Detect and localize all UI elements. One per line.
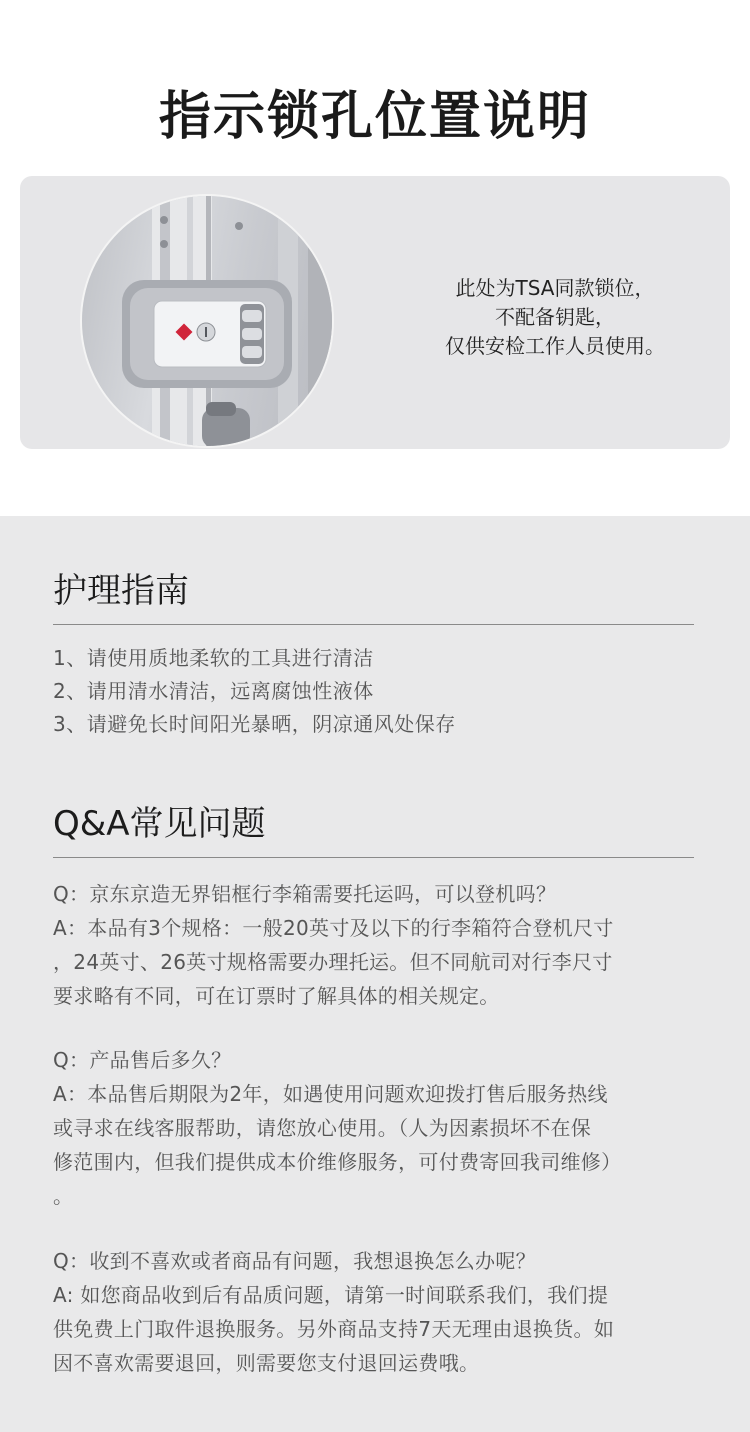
tsa-lock-description: [400, 274, 710, 361]
lock-desc-line: 此处为TSA同款锁位，: [455, 276, 655, 300]
lock-desc-line: 不配备钥匙，: [495, 305, 615, 329]
qa-answer-line: 修范围内，但我们提供成本价维修服务，可付费寄回我司维修）: [53, 1150, 622, 1174]
qa-item: [53, 1043, 703, 1213]
qa-question: Q：产品售后多久？: [53, 1048, 232, 1072]
qa-item: [53, 1244, 703, 1380]
qa-answer-line: A：本品有3个规格：一般20英寸及以下的行李箱符合登机尺寸: [53, 916, 614, 940]
qa-answer-line: 或寻求在线客服帮助，请您放心使用。（人为因素损坏不在保: [53, 1116, 592, 1140]
qa-divider: [53, 857, 694, 858]
qa-question: Q：收到不喜欢或者商品有问题，我想退换怎么办呢？: [53, 1249, 536, 1273]
qa-question: Q：京东京造无界铝框行李箱需要托运吗，可以登机吗？: [53, 882, 557, 906]
care-guide-title: 护理指南: [53, 571, 189, 611]
lock-info-card: [20, 176, 730, 449]
qa-answer-line: 供免费上门取件退换服务。另外商品支持7天无理由退换货。如: [53, 1317, 615, 1341]
qa-answer-line: 要求略有不同，可在订票时了解具体的相关规定。: [53, 984, 500, 1008]
care-item: 2、请用清水清洁，远离腐蚀性液体: [53, 679, 374, 703]
info-section: [0, 516, 750, 1432]
qa-item: [53, 877, 703, 1013]
qa-title: Q&A常见问题: [53, 804, 266, 844]
tsa-lock-image: [82, 196, 332, 446]
qa-answer-line: A: 如您商品收到后有品质问题，请第一时间联系我们，我们提: [53, 1283, 609, 1307]
qa-answer-line: A：本品售后期限为2年，如遇使用问题欢迎拨打售后服务热线: [53, 1082, 608, 1106]
tsa-lock-illustration: [82, 196, 332, 446]
qa-answer-line: 。: [53, 1184, 74, 1208]
care-item: 3、请避免长时间阳光暴晒，阴凉通风处保存: [53, 712, 456, 736]
lock-section: [0, 0, 750, 516]
care-item: 1、请使用质地柔软的工具进行清洁: [53, 646, 374, 670]
qa-answer-line: ，24英寸、26英寸规格需要办理托运。但不同航司对行李尺寸: [53, 950, 613, 974]
lock-desc-line: 仅供安检工作人员使用。: [445, 334, 665, 358]
page-title: 指示锁孔位置说明: [158, 87, 591, 147]
qa-answer-line: 因不喜欢需要退回，则需要您支付退回运费哦。: [53, 1351, 480, 1375]
care-divider: [53, 624, 694, 625]
